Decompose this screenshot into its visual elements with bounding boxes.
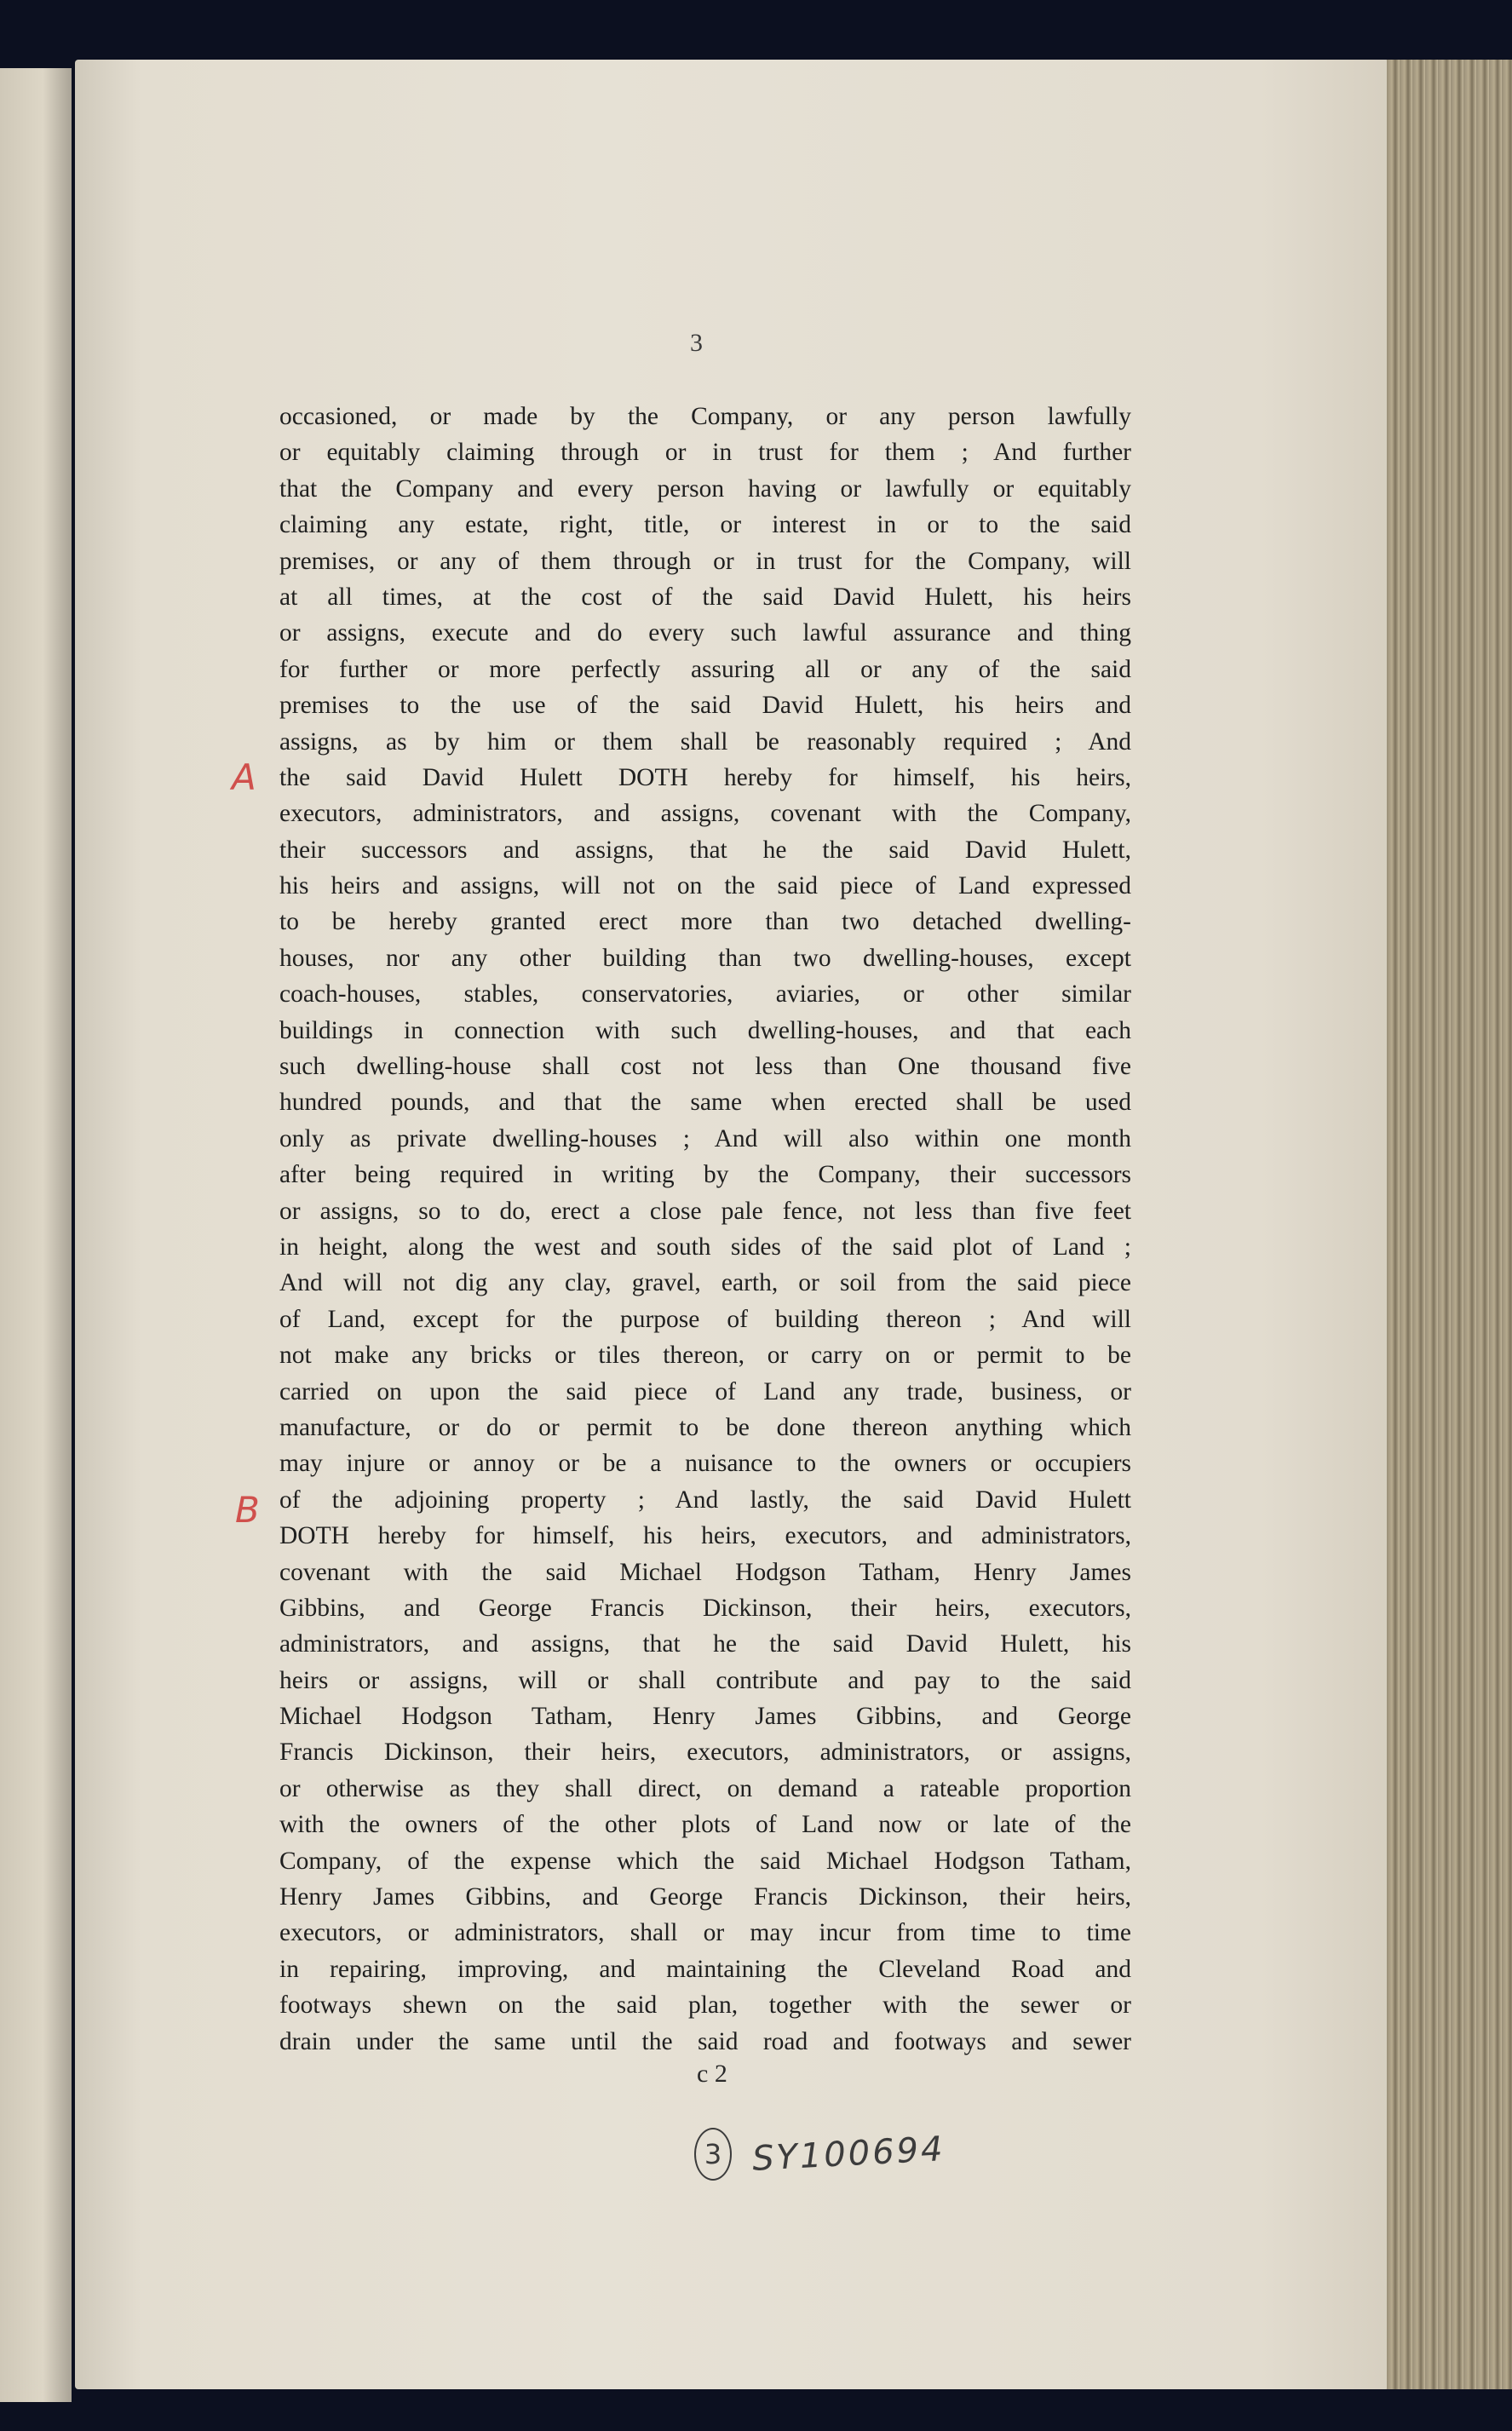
text-line-content: may injure or annoy or be a nuisance to the owners or occupiers <box>279 1450 1131 1478</box>
text-line-content: executors, administrators, and assigns, covenant with the Company, <box>279 800 1131 828</box>
text-line-content: premises to the use of the said David Hulett, his heirs and <box>279 692 1131 720</box>
body-text <box>279 399 1131 2060</box>
text-line <box>279 1879 1131 1915</box>
text-line-content: premises, or any of them through or in trust for the Company, will <box>279 547 1131 575</box>
text-line-content: only as private dwelling-houses ; And will also within one month <box>279 1124 1131 1152</box>
text-line-content: footways shewn on the said plan, together with the sewer or <box>279 1991 1131 2020</box>
text-line-content: hundred pounds, and that the same when erected shall be used <box>279 1089 1131 1117</box>
text-line <box>279 1663 1131 1698</box>
text-line <box>279 1734 1131 1770</box>
text-line-content: houses, nor any other building than two dwelling-houses, except <box>279 944 1131 972</box>
text-line-content: Henry James Gibbins, and George Francis Dickinson, their heirs, <box>279 1883 1131 1911</box>
text-line-content: executors, or administrators, shall or may incur from time to time <box>279 1919 1131 1947</box>
text-line <box>279 471 1131 507</box>
text-line-content: in height, along the west and south sides of the said plot of Land ; <box>279 1233 1131 1261</box>
text-line-content: Gibbins, and George Francis Dickinson, their heirs, executors, <box>279 1594 1131 1622</box>
text-line-content: Francis Dickinson, their heirs, executors, administrators, or assigns, <box>279 1738 1131 1767</box>
text-line <box>279 868 1131 904</box>
text-line-content: claiming any estate, right, title, or interest in or to the said <box>279 511 1131 539</box>
text-line <box>279 1626 1131 1662</box>
text-line <box>279 434 1131 470</box>
text-line <box>279 1049 1131 1084</box>
text-line-content: assigns, as by him or them shall be reasonably required ; And <box>279 727 1131 756</box>
text-line-content: that the Company and every person having or lawfully or equitably <box>279 474 1131 503</box>
page-number: 3 <box>690 329 703 357</box>
text-line <box>279 1807 1131 1842</box>
text-line-content: of Land, except for the purpose of building thereon ; And will <box>279 1305 1131 1333</box>
facing-page-edge <box>0 68 72 2402</box>
text-line <box>279 1698 1131 1734</box>
text-line <box>279 543 1131 579</box>
text-line <box>279 615 1131 651</box>
text-line <box>279 1410 1131 1445</box>
text-line <box>279 1265 1131 1301</box>
text-line-content: not make any bricks or tiles thereon, or carry on or permit to be <box>279 1342 1131 1370</box>
signature-mark: c 2 <box>697 2060 727 2088</box>
text-line <box>279 652 1131 687</box>
circled-number: 3 <box>694 2128 732 2181</box>
text-line <box>279 832 1131 868</box>
text-line-content: at all times, at the cost of the said David Hulett, his heirs <box>279 583 1131 611</box>
text-line <box>279 687 1131 723</box>
text-line <box>279 940 1131 976</box>
text-line <box>279 1987 1131 2023</box>
text-line <box>279 976 1131 1012</box>
text-line <box>279 1482 1131 1518</box>
text-line-content: after being required in writing by the Company, their successors <box>279 1161 1131 1189</box>
text-line <box>279 1445 1131 1481</box>
text-line-content: covenant with the said Michael Hodgson Tatham, Henry James <box>279 1558 1131 1586</box>
text-line <box>279 1915 1131 1951</box>
text-line-content: of the adjoining property ; And lastly, the said David Hulett <box>279 1486 1131 1514</box>
text-line <box>279 796 1131 831</box>
text-line-content: to be hereby granted erect more than two detached dwelling- <box>279 908 1131 936</box>
text-line <box>279 1590 1131 1626</box>
text-line-content: drain under the same until the said road and footways and sewer <box>279 2027 1131 2055</box>
text-line <box>279 1951 1131 1987</box>
text-line-content: in repairing, improving, and maintaining the Cleveland Road and <box>279 1955 1131 1983</box>
text-line <box>279 904 1131 940</box>
text-line <box>279 724 1131 760</box>
text-line-content: or assigns, execute and do every such lawful assurance and thing <box>279 619 1131 647</box>
handwritten-reference <box>694 2128 946 2181</box>
text-line-content: the said David Hulett DOTH hereby for himself, his heirs, <box>279 763 1131 791</box>
text-line-content: such dwelling-house shall cost not less than One thousand five <box>279 1053 1131 1081</box>
text-line <box>279 1157 1131 1193</box>
text-line-content: or assigns, so to do, erect a close pale fence, not less than five feet <box>279 1197 1131 1225</box>
text-line <box>279 1229 1131 1265</box>
text-line-content: occasioned, or made by the Company, or any person lawfully <box>279 403 1131 430</box>
text-line <box>279 2024 1131 2060</box>
text-line-content: administrators, and assigns, that he the said David Hulett, his <box>279 1630 1131 1658</box>
text-line <box>279 1518 1131 1554</box>
text-line <box>279 1771 1131 1807</box>
margin-annotation-b: B <box>235 1489 260 1531</box>
text-line-content: coach-houses, stables, conservatories, aviaries, or other similar <box>279 980 1131 1009</box>
text-line <box>279 1084 1131 1120</box>
text-line <box>279 1337 1131 1373</box>
text-line-content: for further or more perfectly assuring all or any of the said <box>279 655 1131 683</box>
text-line-content: heirs or assigns, will or shall contribute and pay to the said <box>279 1666 1131 1694</box>
text-line-content: Michael Hodgson Tatham, Henry James Gibbins, and George <box>279 1703 1131 1731</box>
text-line-content: DOTH hereby for himself, his heirs, executors, and administrators, <box>279 1522 1131 1550</box>
text-line-content: And will not dig any clay, gravel, earth, or soil from the said piece <box>279 1269 1131 1297</box>
text-line-content: buildings in connection with such dwelling-houses, and that each <box>279 1016 1131 1044</box>
book-page-edges <box>1387 60 1512 2389</box>
text-line-content: carried on upon the said piece of Land any trade, business, or <box>279 1377 1131 1405</box>
text-line <box>279 507 1131 543</box>
margin-annotation-a: A <box>232 756 256 798</box>
text-line <box>279 1302 1131 1337</box>
text-line-content: with the owners of the other plots of Land now or late of the <box>279 1811 1131 1839</box>
text-line-content: Company, of the expense which the said Michael Hodgson Tatham, <box>279 1847 1131 1875</box>
text-line <box>279 1374 1131 1410</box>
text-line <box>279 1193 1131 1229</box>
text-line <box>279 1843 1131 1879</box>
text-line <box>279 1013 1131 1049</box>
text-line <box>279 760 1131 796</box>
text-line <box>279 1121 1131 1157</box>
text-line <box>279 399 1131 434</box>
text-line-content: their successors and assigns, that he the said David Hulett, <box>279 836 1131 864</box>
text-line-content: or otherwise as they shall direct, on demand a rateable proportion <box>279 1774 1131 1802</box>
text-line-content: manufacture, or do or permit to be done thereon anything which <box>279 1413 1131 1441</box>
text-line <box>279 579 1131 615</box>
text-line-content: his heirs and assigns, will not on the said piece of Land expressed <box>279 872 1131 900</box>
text-line-content: or equitably claiming through or in trust for them ; And further <box>279 439 1131 467</box>
text-line <box>279 1555 1131 1590</box>
archive-reference: SY100694 <box>750 2129 946 2179</box>
